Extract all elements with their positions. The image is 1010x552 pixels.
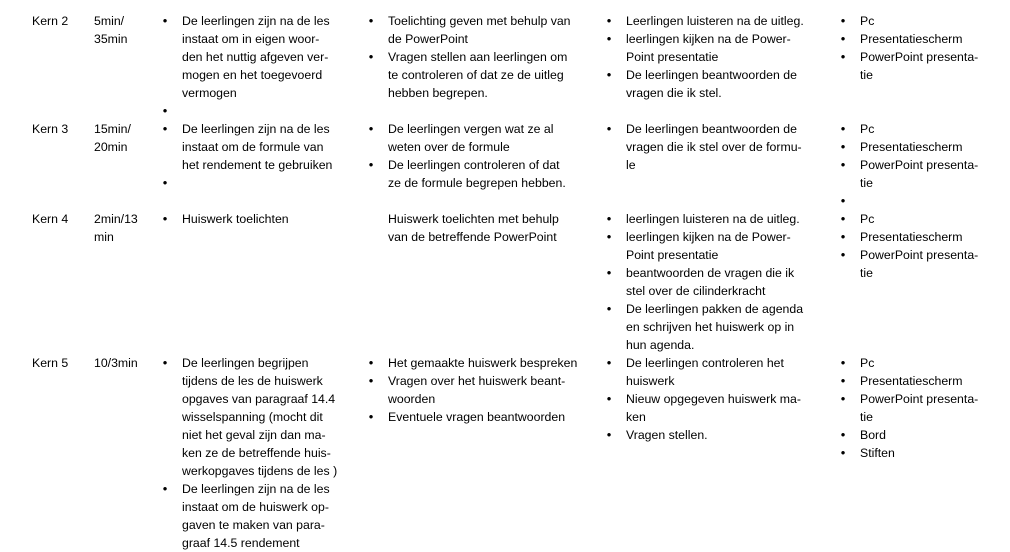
learning-goals-list — [160, 354, 360, 552]
list-item: • Huiswerk toelichten — [160, 210, 360, 228]
media-list — [838, 12, 1006, 84]
list-item: • leerlingen kijken na de Power- Point presentatie — [604, 30, 826, 66]
list-item: • De leerlingen zijn na de les instaat om in eigen woor- den het nuttig afgeven ver- mogen en het toegevoerd vermogen — [160, 12, 360, 102]
list-item: • Vragen stellen. — [604, 426, 826, 444]
student-activities-list — [604, 354, 826, 444]
teacher-activities-list — [366, 12, 594, 102]
phase-name: Kern 4 — [32, 212, 69, 226]
list-item: • Pc — [838, 120, 1006, 138]
list-item: • leerlingen kijken na de Power- Point presentatie — [604, 228, 826, 264]
phase-time: 10/3min — [94, 356, 138, 370]
student-activities-list — [604, 120, 826, 174]
list-item: • Presentatiescherm — [838, 30, 1006, 48]
phase-time: 2min/13 min — [94, 212, 138, 244]
list-item: • Presentatiescherm — [838, 372, 1006, 390]
list-item — [160, 102, 360, 120]
list-item: • De leerlingen beantwoorden de vragen die ik stel over de formu- le — [604, 120, 826, 174]
phase-time: 5min/ 35min — [94, 14, 128, 46]
list-item: • Toelichting geven met behulp van de PowerPoint — [366, 12, 594, 48]
student-activities-list — [604, 12, 826, 102]
list-item: • De leerlingen begrijpen tijdens de les de huiswerk opgaves van paragraaf 14.4 wisselspanning (mocht dit niet het geval zijn dan ma- ken ze de betreffende huis- werkopgaves tijdens de les ) — [160, 354, 360, 480]
list-item: • De leerlingen zijn na de les instaat om de formule van het rendement te gebruiken — [160, 120, 360, 174]
list-item: • Pc — [838, 210, 1006, 228]
learning-goals-list — [160, 120, 360, 192]
list-item: • Bord — [838, 426, 1006, 444]
list-item: • Stiften — [838, 444, 1006, 462]
list-item: • PowerPoint presenta- tie — [838, 156, 1006, 192]
list-item: • PowerPoint presenta- tie — [838, 246, 1006, 282]
phase-name: Kern 5 — [32, 356, 69, 370]
list-item: • PowerPoint presenta- tie — [838, 48, 1006, 84]
list-item: • Vragen over het huiswerk beant- woorden — [366, 372, 594, 408]
list-item: • De leerlingen pakken de agenda en schrijven het huiswerk op in hun agenda. — [604, 300, 826, 354]
teacher-activities-list — [366, 120, 594, 192]
learning-goals-list — [160, 210, 360, 228]
list-item: • Het gemaakte huiswerk bespreken — [366, 354, 594, 372]
list-item: • De leerlingen controleren het huiswerk — [604, 354, 826, 390]
list-item: • Pc — [838, 12, 1006, 30]
student-activities-list — [604, 210, 826, 354]
media-list — [838, 354, 1006, 462]
teacher-activities-list — [366, 354, 594, 426]
list-item: • De leerlingen vergen wat ze al weten over de formule — [366, 120, 594, 156]
list-item: • Nieuw opgegeven huiswerk ma- ken — [604, 390, 826, 426]
phase-name: Kern 2 — [32, 14, 69, 28]
list-item: • Pc — [838, 354, 1006, 372]
media-list — [838, 210, 1006, 282]
phase-time: 15min/ 20min — [94, 122, 131, 154]
list-item — [160, 174, 360, 192]
list-item: • De leerlingen beantwoorden de vragen die ik stel. — [604, 66, 826, 102]
list-item: • De leerlingen zijn na de les instaat om de huiswerk op- gaven te maken van para- graaf 14.5 rendement — [160, 480, 360, 552]
list-item: • Vragen stellen aan leerlingen om te controleren of dat ze de uitleg hebben begrepen. — [366, 48, 594, 102]
list-item: • Presentatiescherm — [838, 228, 1006, 246]
teacher-activity: Huiswerk toelichten met behulp van de betreffende PowerPoint — [388, 212, 559, 244]
list-item: • Leerlingen luisteren na de uitleg. — [604, 12, 826, 30]
list-item: • De leerlingen controleren of dat ze de formule begrepen hebben. — [366, 156, 594, 192]
media-list — [838, 120, 1006, 210]
phase-name: Kern 3 — [32, 122, 69, 136]
list-item — [838, 192, 1006, 210]
list-item: • PowerPoint presenta- tie — [838, 390, 1006, 426]
list-item: • leerlingen luisteren na de uitleg. — [604, 210, 826, 228]
learning-goals-list — [160, 12, 360, 120]
list-item: • Presentatiescherm — [838, 138, 1006, 156]
list-item: • Eventuele vragen beantwoorden — [366, 408, 594, 426]
list-item: • beantwoorden de vragen die ik stel over de cilinderkracht — [604, 264, 826, 300]
